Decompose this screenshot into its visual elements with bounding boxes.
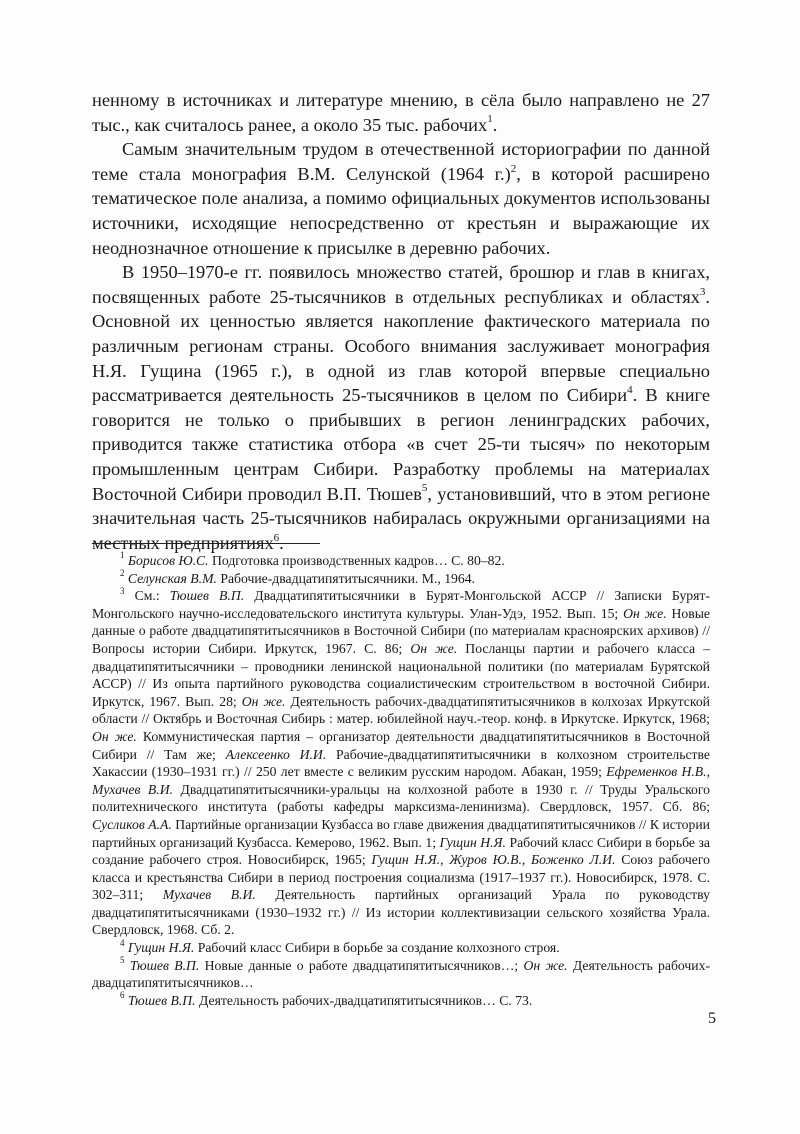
footnote-text: Двадцатипятитысячники в Бурят-Монгольской АССР // Записки Бурят-Монгольского научно-исследовательского института культуры. Улан-Удэ, 1952. Вып. 15;: [92, 588, 710, 621]
footnote-text: Союз рабочего класса и крестьянства Сибири в период построения социализма (1917–1937 гг.). Новосибирск, 1978. С. 302–311;: [92, 852, 710, 903]
footnote-separator: [92, 543, 320, 544]
footnote-ref-3[interactable]: 3: [699, 285, 706, 298]
footnote-text: Коммунистическая партия – организатор деятельности двадцатипятитысячников в Восточной Сибири // Там же;: [92, 728, 710, 762]
footnote-number: 3: [120, 585, 125, 596]
footnote-text: Новые данные о работе двадцатипятитысячников…;: [199, 957, 524, 973]
paragraph-3-end: .: [279, 532, 284, 553]
footnote-author: Он же.: [623, 605, 667, 621]
footnote-author: Гущин Н.Я., Журов Ю.В., Боженко Л.И.: [371, 852, 616, 868]
footnote-text: Новые данные о работе двадцатипятитысячников в Восточной Сибири (по материалам красноярских архивов) // Вопросы истории Сибири. Иркутск, 1967. С. 86;: [92, 605, 710, 656]
footnote-number: 6: [120, 990, 125, 1001]
footnote-author: Гущин Н.Я.: [439, 834, 506, 850]
paragraph-3-text-d: , установивший, что в этом регионе значительная часть 25-тысячников набиралась окружными организациями на местных предприятиях: [92, 483, 710, 553]
footnote-text: Рабочие-двадцатипятитысячники в колхозном строительстве Хакассии (1930–1931 гг.) // 250 лет вместе с великим русским народом. Абакан, 1959;: [92, 746, 710, 780]
footnote-author: Сусликов А.А.: [92, 816, 172, 832]
paragraph-3-text-b: . Основной их ценностью является накопление фактического материала по различным регионам страны. Особого внимания заслуживает монография Н.Я. Гущина (1965 г.), в одной из глав которой впервые специально рассматривается деятельность 25-тысячников в целом по Сибири: [92, 286, 710, 406]
main-text: [92, 88, 710, 555]
footnote-author: Гущин Н.Я.: [127, 940, 195, 956]
footnote-author: Он же.: [523, 957, 568, 973]
footnote-author: Ефременков Н.В., Мухачев В.И.: [92, 764, 710, 797]
footnote-number: 5: [120, 955, 125, 966]
footnote-text: Деятельность рабочих-двадцатипятитысячников… С. 73.: [195, 992, 533, 1008]
paragraph-2-text-b: , в которой расширено тематическое поле анализа, а помимо официальных документов использованы источники, исходящие непосредственно от крестьян и выражающие их неоднозначное отношение к присылке в деревню рабочих.: [92, 163, 710, 258]
footnote-6: [92, 992, 710, 1010]
paragraph-2-text-a: Самым значительным трудом в отечественной историографии по данной теме стала монография В.М. Селунской (1964 г.): [92, 139, 710, 184]
footnote-ref-5[interactable]: 5: [421, 482, 428, 495]
footnote-4: [92, 939, 710, 957]
paragraph-3-text-c: . В книге говорится не только о прибывших в регион ленинградских рабочих, приводится также статистика отбора «в счет 25-ти тысяч» по некоторым промышленным центрам Сибири. Разработку проблемы на материалах Восточной Сибири проводил В.П. Тюшев: [92, 385, 710, 504]
footnote-author: Он же.: [241, 693, 286, 709]
footnote-author: Он же.: [410, 640, 458, 656]
footnote-text: Рабочие-двадцатипятитысячники. М., 1964.: [216, 570, 476, 586]
paragraph-3: [92, 260, 710, 555]
footnote-text: Рабочий класс Сибири в борьбе за создание рабочего строя. Новосибирск, 1965;: [92, 834, 710, 868]
footnote-number: 2: [120, 568, 125, 579]
footnote-text: Деятельность рабочих-двадцатипятитысячников…: [92, 957, 711, 991]
footnote-author: Тюшев В.П.: [129, 957, 200, 973]
footnote-author: Он же.: [92, 728, 137, 744]
footnote-text: См.:: [124, 588, 170, 604]
paragraph-1-text: ненному в источниках и литературе мнению, в сёла было направлено не 27 тыс., как считалось ранее, а около 35 тыс. рабочих: [92, 90, 710, 135]
page-number: 5: [708, 1010, 716, 1027]
footnote-author: Мухачев В.И.: [162, 887, 256, 903]
footnote-5: [92, 957, 710, 992]
paragraph-1: [92, 88, 710, 137]
footnote-1: [92, 552, 710, 570]
footnote-2: [92, 570, 710, 588]
footnote-ref-2[interactable]: 2: [510, 162, 517, 175]
paragraph-2: [92, 137, 710, 260]
paragraph-1-end: .: [492, 114, 498, 135]
footnote-text: Посланцы партии и рабочего класса – двадцатипятитысячники – проводники ленинской национальной политики (по материалам Бурятской АССР) // Из опыта партийного руководства социалистическим строительством в восточной Сибири. Иркутск, 1967. Вып. 28;: [92, 640, 710, 709]
footnote-ref-1[interactable]: 1: [487, 113, 493, 126]
footnote-text: Деятельность рабочих-двадцатипятитысячников в колхозах Иркутской области // Октябрь и Восточная Сибирь : матер. юбилейной науч.-теор. конф. в Иркутске. Иркутск, 1968;: [92, 693, 710, 727]
footnote-text: Двадцатипятитысячники-уральцы на колхозной работе в 1930 г. // Труды Уральского политехнического института (работы кафедры марксизма-ленинизма). Свердловск, 1957. Сб. 86;: [92, 781, 710, 815]
footnotes: [92, 552, 710, 1009]
footnote-ref-4[interactable]: 4: [627, 384, 633, 396]
footnote-text: Подготовка производственных кадров… С. 80–82.: [208, 553, 505, 568]
footnote-number: 4: [120, 937, 125, 948]
footnote-text: Партийные организации Кузбасса во главе движения двадцатипятитысячников // К истории партийных организаций Кузбасса. Кемерово, 1962. Вып. 1;: [92, 816, 710, 850]
footnote-text: Деятельность партийных организаций Урала по руководству двадцатипятитысячниками (1930–1932 гг.) // Из истории коллективизации сельского хозяйства Урала. Свердловск, 1968. Сб. 2.: [92, 887, 710, 938]
footnote-author: Борисов Ю.С.: [127, 553, 209, 568]
footnote-author: Алексеенко И.И.: [225, 746, 327, 762]
footnote-ref-6[interactable]: 6: [273, 531, 280, 544]
paragraph-3-text-a: В 1950–1970-е гг. появилось множество статей, брошюр и глав в книгах, посвященных работе 25-тысячников в отдельных республиках и областях: [92, 262, 710, 307]
footnote-author: Тюшев В.П.: [169, 588, 245, 604]
footnote-author: Тюшев В.П.: [127, 992, 196, 1008]
footnote-3: [92, 587, 710, 939]
footnote-author: Селунская В.М.: [127, 570, 217, 586]
footnote-text: Рабочий класс Сибири в борьбе за создание колхозного строя.: [194, 940, 560, 956]
footnote-number: 1: [120, 550, 125, 561]
